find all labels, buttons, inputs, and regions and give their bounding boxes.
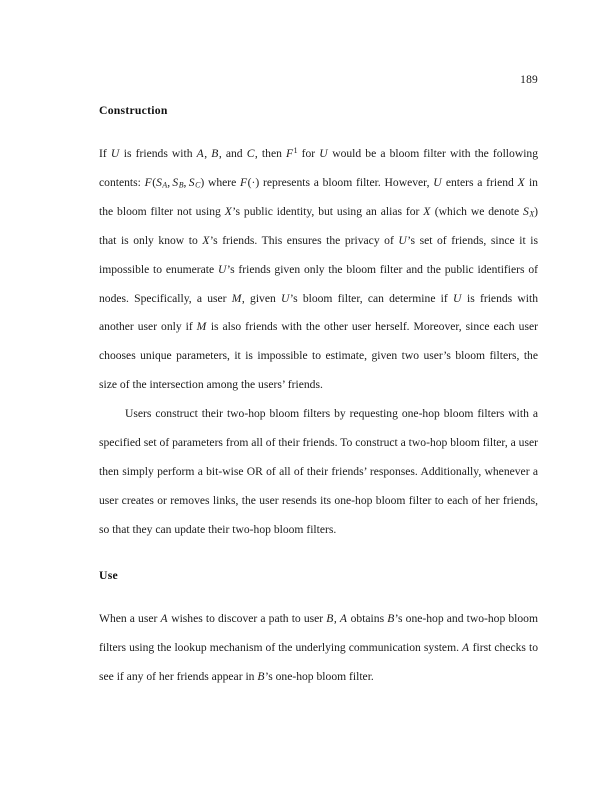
- math-center-dot-group: (·): [247, 175, 260, 189]
- text-fragment: When a user: [99, 611, 161, 625]
- math-var-B: B: [387, 611, 395, 625]
- math-var-U: U: [433, 175, 442, 189]
- text-fragment: ’s one-hop and two-hop bloom filters using the lookup mechanism of the underlying communication system.: [99, 611, 538, 654]
- math-var-S: S: [172, 175, 179, 189]
- text-fragment: ’s friends. This ensures the privacy of: [209, 233, 399, 247]
- math-var-A: A: [196, 147, 204, 160]
- math-var-B: B: [257, 669, 265, 683]
- text-fragment: ’s one-hop bloom filter.: [264, 669, 374, 683]
- math-var-X: X: [517, 175, 525, 189]
- spacer-after-use-heading: [99, 583, 538, 605]
- math-comma: ,: [183, 175, 189, 189]
- text-fragment: , given: [241, 291, 281, 305]
- text-fragment: , then: [254, 147, 286, 160]
- text-fragment: ) that is only know to: [99, 204, 538, 247]
- math-var-B: B: [326, 611, 334, 625]
- text-fragment: ,: [333, 611, 340, 625]
- text-fragment: ’s set of friends, since it is impossible to enumerate: [99, 233, 538, 276]
- page-content: [99, 104, 538, 691]
- text-fragment: enters a friend: [442, 175, 518, 189]
- math-var-F: F: [285, 147, 294, 160]
- math-var-X: X: [224, 204, 232, 218]
- math-var-U: U: [452, 291, 462, 305]
- math-var-S: S: [156, 175, 162, 189]
- math-var-A: A: [160, 611, 168, 625]
- text-fragment: would be a bloom filter with the following contents:: [99, 147, 539, 189]
- math-var-F: F: [144, 175, 152, 189]
- text-fragment: ’s public identity, but using an alias for: [232, 204, 424, 218]
- math-paren-close: ): [200, 175, 205, 189]
- math-subscript-B: B: [178, 180, 184, 190]
- section-heading-use: Use: [99, 568, 118, 582]
- text-fragment: where: [204, 175, 241, 189]
- math-expr-S-subscript-X: [523, 205, 534, 218]
- math-expr-F-of-S: [145, 176, 205, 189]
- text-fragment: for: [297, 147, 320, 160]
- math-subscript-X: X: [529, 209, 535, 219]
- math-var-B: B: [211, 147, 219, 160]
- text-fragment: is friends with another user only if: [99, 291, 538, 334]
- paragraph-use-1: [99, 605, 538, 692]
- math-subscript-C: C: [195, 180, 201, 190]
- text-fragment: first checks to see if any of her friends appear in: [99, 640, 538, 683]
- page-number: 189: [520, 74, 538, 86]
- text-fragment: If: [99, 147, 111, 160]
- text-fragment: is also friends with the other user herself. Moreover, since each user chooses unique parameters, it is impossible to estimate, given two user’s bloom filters, the size of the intersection among the users’ friends.: [99, 320, 538, 392]
- text-fragment: ’s bloom filter, can determine if: [289, 291, 453, 305]
- math-expr-F-of-dot: [240, 176, 259, 189]
- math-var-U: U: [281, 291, 290, 305]
- math-var-S: S: [188, 175, 195, 189]
- math-comma: ,: [167, 175, 173, 189]
- section-heading-construction: Construction: [99, 104, 168, 117]
- math-var-U: U: [398, 233, 407, 247]
- math-subscript-A: A: [162, 180, 168, 190]
- math-var-U: U: [217, 262, 227, 276]
- math-var-C: C: [246, 147, 255, 160]
- math-var-S: S: [523, 204, 529, 218]
- math-var-U: U: [319, 147, 328, 160]
- math-var-U: U: [110, 147, 120, 160]
- text-fragment: wishes to discover a path to user: [168, 611, 327, 625]
- text-fragment: , and: [218, 147, 247, 160]
- text-fragment: ’s friends given only the bloom filter and the public identifiers of nodes. Specifically, a user: [99, 262, 538, 305]
- text-fragment: represents a bloom filter. However,: [259, 175, 434, 189]
- math-superscript-1: 1: [293, 145, 298, 155]
- text-fragment: in the bloom filter not using: [99, 175, 538, 218]
- math-var-A: A: [339, 611, 347, 625]
- text-fragment: obtains: [347, 611, 388, 625]
- math-var-A: A: [462, 640, 470, 654]
- spacer-before-use-heading: [99, 545, 538, 569]
- paragraph-construction-1: [99, 140, 538, 400]
- math-expr-F-superscript-1: [286, 147, 298, 160]
- math-var-F: F: [240, 175, 248, 189]
- text-fragment: (which we denote: [430, 204, 524, 218]
- spacer-after-construction-heading: [99, 118, 538, 140]
- paragraph-construction-2: Users construct their two-hop bloom filters by requesting one-hop bloom filters with a specified set of parameters from all of their friends. To construct a two-hop bloom filter, a user then simply perform a bit-wise OR of all of their friends’ responses. Additionally, whenever a user creates or removes links, the user resends its one-hop bloom filter to each of her friends, so that they can update their two-hop bloom filters.: [99, 407, 538, 536]
- math-var-M: M: [231, 291, 242, 305]
- math-var-X: X: [423, 204, 431, 218]
- math-var-X: X: [202, 233, 210, 247]
- text-fragment: ,: [204, 147, 212, 160]
- math-var-M: M: [196, 320, 207, 334]
- math-paren-open: (: [152, 175, 157, 189]
- text-fragment: is friends with: [119, 147, 197, 160]
